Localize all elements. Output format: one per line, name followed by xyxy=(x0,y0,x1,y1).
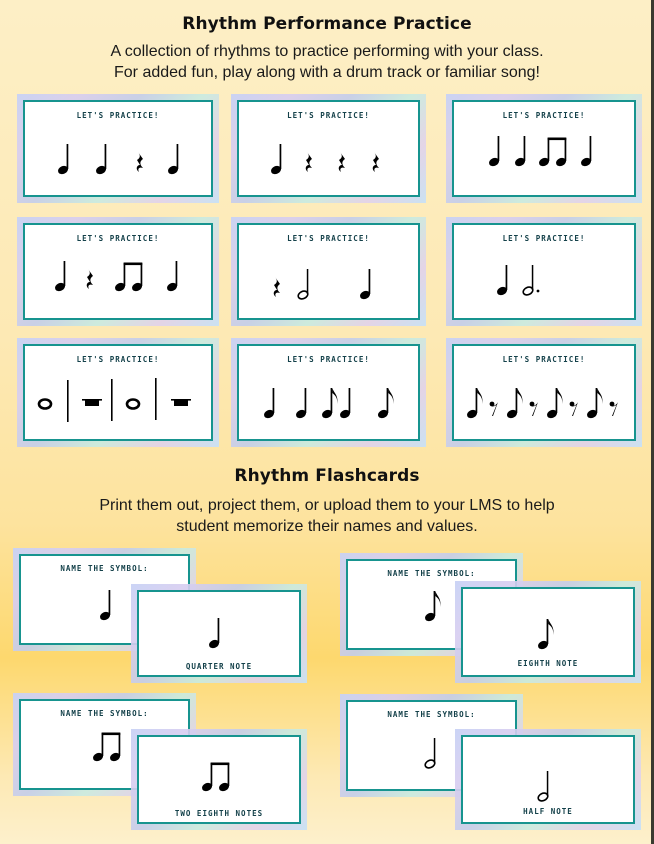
rhythm-notation xyxy=(25,130,211,182)
flashcard-answer: QUARTER NOTE xyxy=(185,662,253,671)
flashcard-answer: TWO EIGHTH NOTES xyxy=(174,809,264,818)
rhythm-rest-half-quarter-icon xyxy=(269,253,389,305)
flashcard-answer: EIGHTH NOTE xyxy=(517,659,579,668)
flashcard-answer: HALF NOTE xyxy=(523,807,573,816)
rhythm-quarter-quarter-eighths-quarter-icon xyxy=(484,124,604,176)
card-label: LET'S PRACTICE! xyxy=(76,234,160,243)
rhythm-notation xyxy=(25,374,211,426)
rhythm-notation xyxy=(454,124,634,176)
card-label: LET'S PRACTICE! xyxy=(76,355,160,364)
rhythm-notation xyxy=(25,247,211,299)
practice-card-1[interactable] xyxy=(17,94,219,203)
practice-card-6[interactable] xyxy=(446,217,642,326)
rhythm-quarter-quarter-eighth-quarter-eighth-icon xyxy=(259,374,399,426)
card-label: LET'S PRACTICE! xyxy=(287,234,370,243)
flashcard-back-eighth[interactable] xyxy=(455,581,641,683)
rhythm-notation xyxy=(454,253,634,305)
flashcard-prompt: NAME THE SYMBOL: xyxy=(60,564,149,573)
card-label: LET'S PRACTICE! xyxy=(287,355,370,364)
flashcard-description-line-2: student memorize their names and values. xyxy=(176,518,478,535)
rhythm-quarter-three-rests-icon xyxy=(264,130,394,182)
practice-section-title: Rhythm Performance Practice xyxy=(182,14,472,34)
practice-card-3[interactable] xyxy=(446,94,642,203)
quarter-note-icon xyxy=(139,612,299,652)
practice-card-8[interactable] xyxy=(231,338,426,447)
rhythm-notation xyxy=(239,374,418,426)
rhythm-whole-whole-rest-measures-icon xyxy=(33,374,203,426)
flashcard-back-quarter[interactable] xyxy=(131,584,307,683)
rhythm-notation xyxy=(239,253,418,305)
practice-card-7[interactable] xyxy=(17,338,219,447)
flashcard-back-two-eighths[interactable] xyxy=(131,729,307,830)
card-label: LET'S PRACTICE! xyxy=(502,234,586,243)
flashcard-back-half[interactable] xyxy=(455,729,641,830)
rhythm-eighth-eighth-rest-pattern-icon xyxy=(464,374,624,426)
flashcard-description-line-1: Print them out, project them, or upload them to your LMS to help xyxy=(99,497,555,514)
practice-card-4[interactable] xyxy=(17,217,219,326)
card-label: LET'S PRACTICE! xyxy=(502,355,586,364)
rhythm-quarter-quarter-rest-quarter-icon xyxy=(43,130,193,182)
rhythm-notation xyxy=(454,374,634,426)
flashcard-prompt: NAME THE SYMBOL: xyxy=(387,710,476,719)
card-label: LET'S PRACTICE! xyxy=(502,111,586,120)
card-label: LET'S PRACTICE! xyxy=(76,111,160,120)
practice-card-5[interactable] xyxy=(231,217,426,326)
practice-description-line-1: A collection of rhythms to practice performing with your class. xyxy=(110,43,544,60)
practice-description-line-2: For added fun, play along with a drum track or familiar song! xyxy=(114,64,540,81)
card-label: LET'S PRACTICE! xyxy=(287,111,370,120)
flashcard-section-title: Rhythm Flashcards xyxy=(234,466,420,486)
rhythm-quarter-dotted-half-icon xyxy=(492,253,552,305)
eighth-note-icon xyxy=(463,613,633,653)
flashcard-prompt: NAME THE SYMBOL: xyxy=(60,709,149,718)
practice-card-2[interactable] xyxy=(231,94,426,203)
flashcard-prompt: NAME THE SYMBOL: xyxy=(387,569,476,578)
two-eighth-notes-icon xyxy=(139,759,299,795)
rhythm-quarter-rest-eighths-quarter-icon xyxy=(48,247,188,299)
practice-card-9[interactable] xyxy=(446,338,642,447)
rhythm-notation xyxy=(239,130,418,182)
half-note-icon xyxy=(463,765,633,805)
